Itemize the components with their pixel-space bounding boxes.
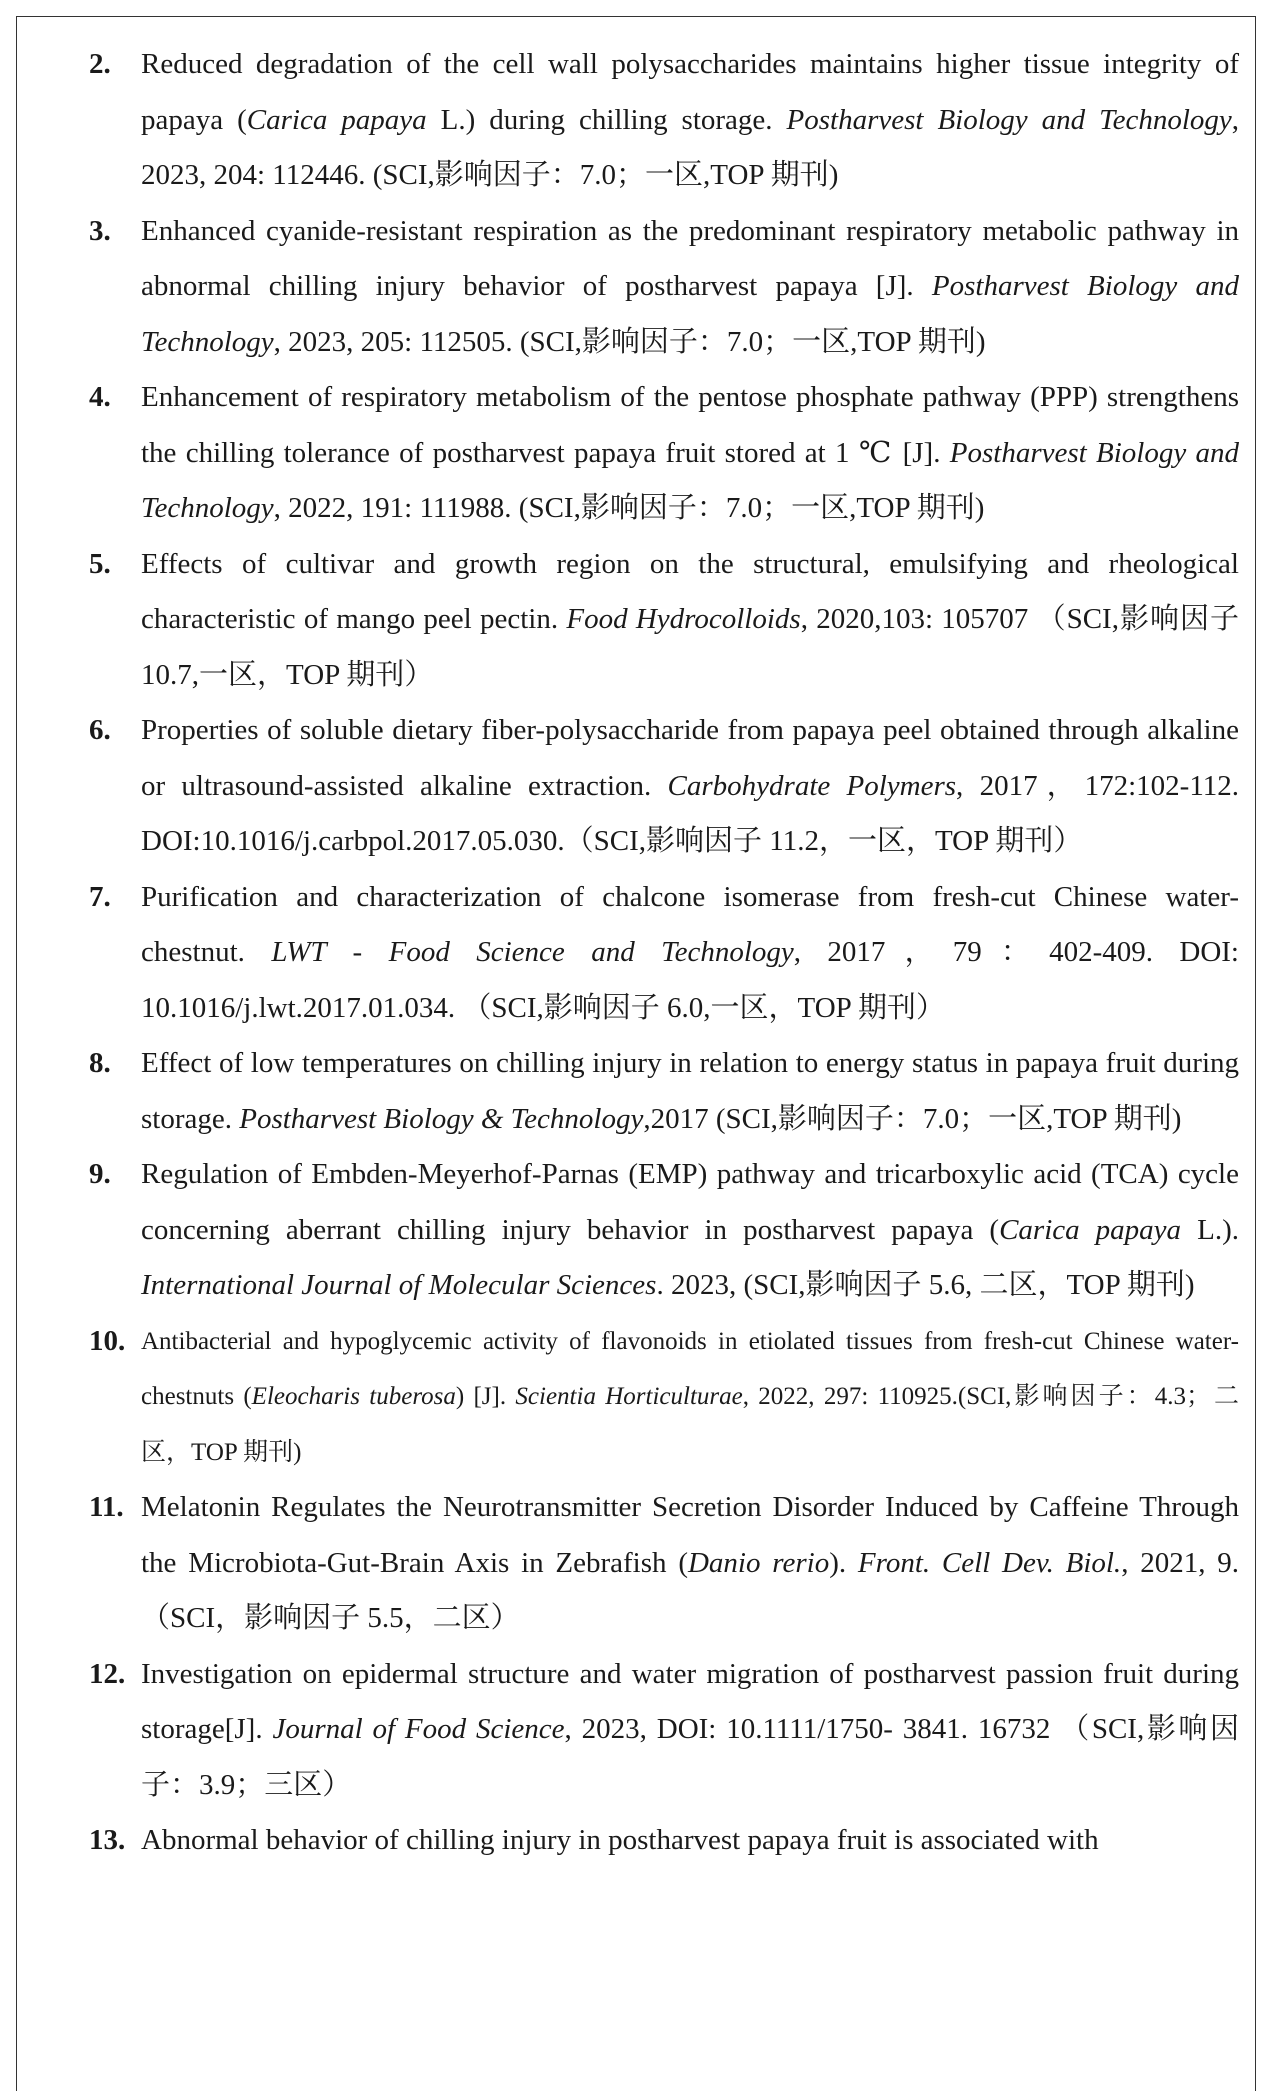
entry-citation: , 2021, 9. （SCI，影响因子 5.5，二区） [141,1546,1240,1634]
entry-journal: Postharvest Biology and Technology [141,270,1239,358]
entry-citation: ,2017 (SCI,影响因子：7.0；一区,TOP 期刊) [643,1102,1182,1135]
entry-text: Enhancement of respiratory metabolism of the pentose phosphate pathway (PPP) strengthens the chilling tolerance of postharvest papaya fruit stored at 1 ℃ [J]. [141,381,1239,469]
publication-entry-13 [17,1813,1257,1869]
entry-species: Danio rerio [687,1546,830,1579]
entry-journal: Journal of Food Science [272,1713,565,1745]
publication-list-frame [16,16,1256,2091]
entry-number: 8. [89,1047,111,1079]
entry-number: 11. [89,1491,124,1523]
entry-text: Melatonin Regulates the Neurotransmitter Secretion Disorder Induced by Caffeine Through the Microbiota-Gut-Brain Axis in Zebrafish ( [141,1491,1239,1579]
entry-journal: Front. Cell Dev. Biol. [857,1546,1122,1579]
entry-journal: Scientia Horticulturae [515,1383,743,1410]
entry-number: 5. [89,547,111,580]
entry-citation: , 2022, 297: 110925.(SCI,影响因子：4.3；二区，TOP 期刊) [141,1383,1239,1466]
entry-species: Carica papaya [246,103,427,136]
publication-entry-6 [17,703,1257,870]
publication-entry-10 [17,1314,1257,1481]
entry-number: 10. [89,1324,126,1357]
entry-journal: Postharvest Biology and Technology [141,436,1239,524]
publication-entry-12 [17,1647,1257,1814]
entry-text: Investigation on epidermal structure and water migration of postharvest passion fruit during storage[J]. [141,1657,1239,1745]
entry-text: L.) during chilling storage. [426,103,787,136]
entry-species: Carica papaya [999,1213,1182,1246]
entry-number: 4. [89,381,111,413]
entry-text: Abnormal behavior of chilling injury in postharvest papaya fruit is associated with [141,1824,1099,1856]
entry-number: 3. [89,214,111,247]
publication-entry-9 [17,1147,1257,1314]
entry-citation: . 2023, (SCI,影响因子 5.6, 二区，TOP 期刊) [656,1269,1195,1301]
entry-journal: LWT - Food Science and Technology [271,936,794,968]
entry-number: 12. [89,1657,126,1690]
entry-text: Properties of soluble dietary fiber-polysaccharide from papaya peel obtained through alkaline or ultrasound-assisted alkaline extraction. [141,714,1239,802]
publication-entry-4 [17,370,1257,537]
entry-journal: Carbohydrate Polymers [667,769,957,802]
entry-text: Effects of cultivar and growth region on the structural, emulsifying and rheological characteristic of mango peel pectin. [141,547,1239,635]
entry-journal: International Journal of Molecular Sciences [141,1269,657,1301]
entry-citation: , 2017，79：402-409. DOI: 10.1016/j.lwt.2017.01.034. （SCI,影响因子 6.0,一区，TOP 期刊） [141,936,1239,1024]
entry-citation: , 2017，172:102-112. DOI:10.1016/j.carbpol.2017.05.030.（SCI,影响因子 11.2，一区，TOP 期刊） [141,769,1239,857]
publication-entry-2 [17,37,1257,204]
entry-text: Regulation of Embden-Meyerhof-Parnas (EMP) pathway and tricarboxylic acid (TCA) cycle concerning aberrant chilling injury behavior in postharvest papaya ( [141,1158,1239,1246]
entry-citation: , 2023, DOI: 10.1111/1750- 3841. 16732 （SCI,影响因子：3.9；三区） [141,1713,1240,1801]
entry-citation: , 2022, 191: 111988. (SCI,影响因子：7.0；一区,TOP 期刊) [273,492,985,524]
entry-number: 7. [89,880,111,913]
entry-number: 13. [89,1824,126,1856]
entry-journal: Postharvest Biology & Technology [239,1102,644,1135]
entry-text: ) [J]. [455,1383,516,1410]
entry-species: Eleocharis tuberosa [251,1383,456,1410]
entry-text: Purification and characterization of chalcone isomerase from fresh-cut Chinese water-chestnut. [141,880,1239,968]
entry-number: 9. [89,1158,111,1190]
publication-entry-3 [17,204,1257,371]
entry-journal: Postharvest Biology and Technology [786,103,1232,136]
entry-number: 6. [89,714,111,746]
entry-text: Effect of low temperatures on chilling injury in relation to energy status in papaya fruit during storage. [141,1047,1239,1135]
entry-text: Enhanced cyanide-resistant respiration as the predominant respiratory metabolic pathway in abnormal chilling injury behavior of postharvest papaya [J]. [141,214,1239,302]
entry-text: Reduced degradation of the cell wall polysaccharides maintains higher tissue integrity of papaya ( [141,48,1239,136]
entry-journal: Food Hydrocolloids [566,603,801,635]
entry-citation: , 2023, 204: 112446. (SCI,影响因子：7.0；一区,TOP 期刊) [141,103,1239,191]
publication-list [17,37,1257,1869]
entry-citation: , 2020,103: 105707 （SCI,影响因子 10.7,一区，TOP 期刊） [141,603,1240,691]
publication-entry-11 [17,1480,1257,1647]
publication-entry-7 [17,870,1257,1037]
entry-text: ). [829,1546,858,1579]
publication-entry-5 [17,537,1257,704]
publication-entry-8 [17,1036,1257,1147]
entry-citation: , 2023, 205: 112505. (SCI,影响因子：7.0；一区,TOP 期刊) [273,325,986,358]
entry-text: L.). [1181,1213,1239,1246]
entry-text: Antibacterial and hypoglycemic activity of flavonoids in etiolated tissues from fresh-cut Chinese water-chestnuts ( [141,1327,1239,1410]
entry-number: 2. [89,48,111,80]
